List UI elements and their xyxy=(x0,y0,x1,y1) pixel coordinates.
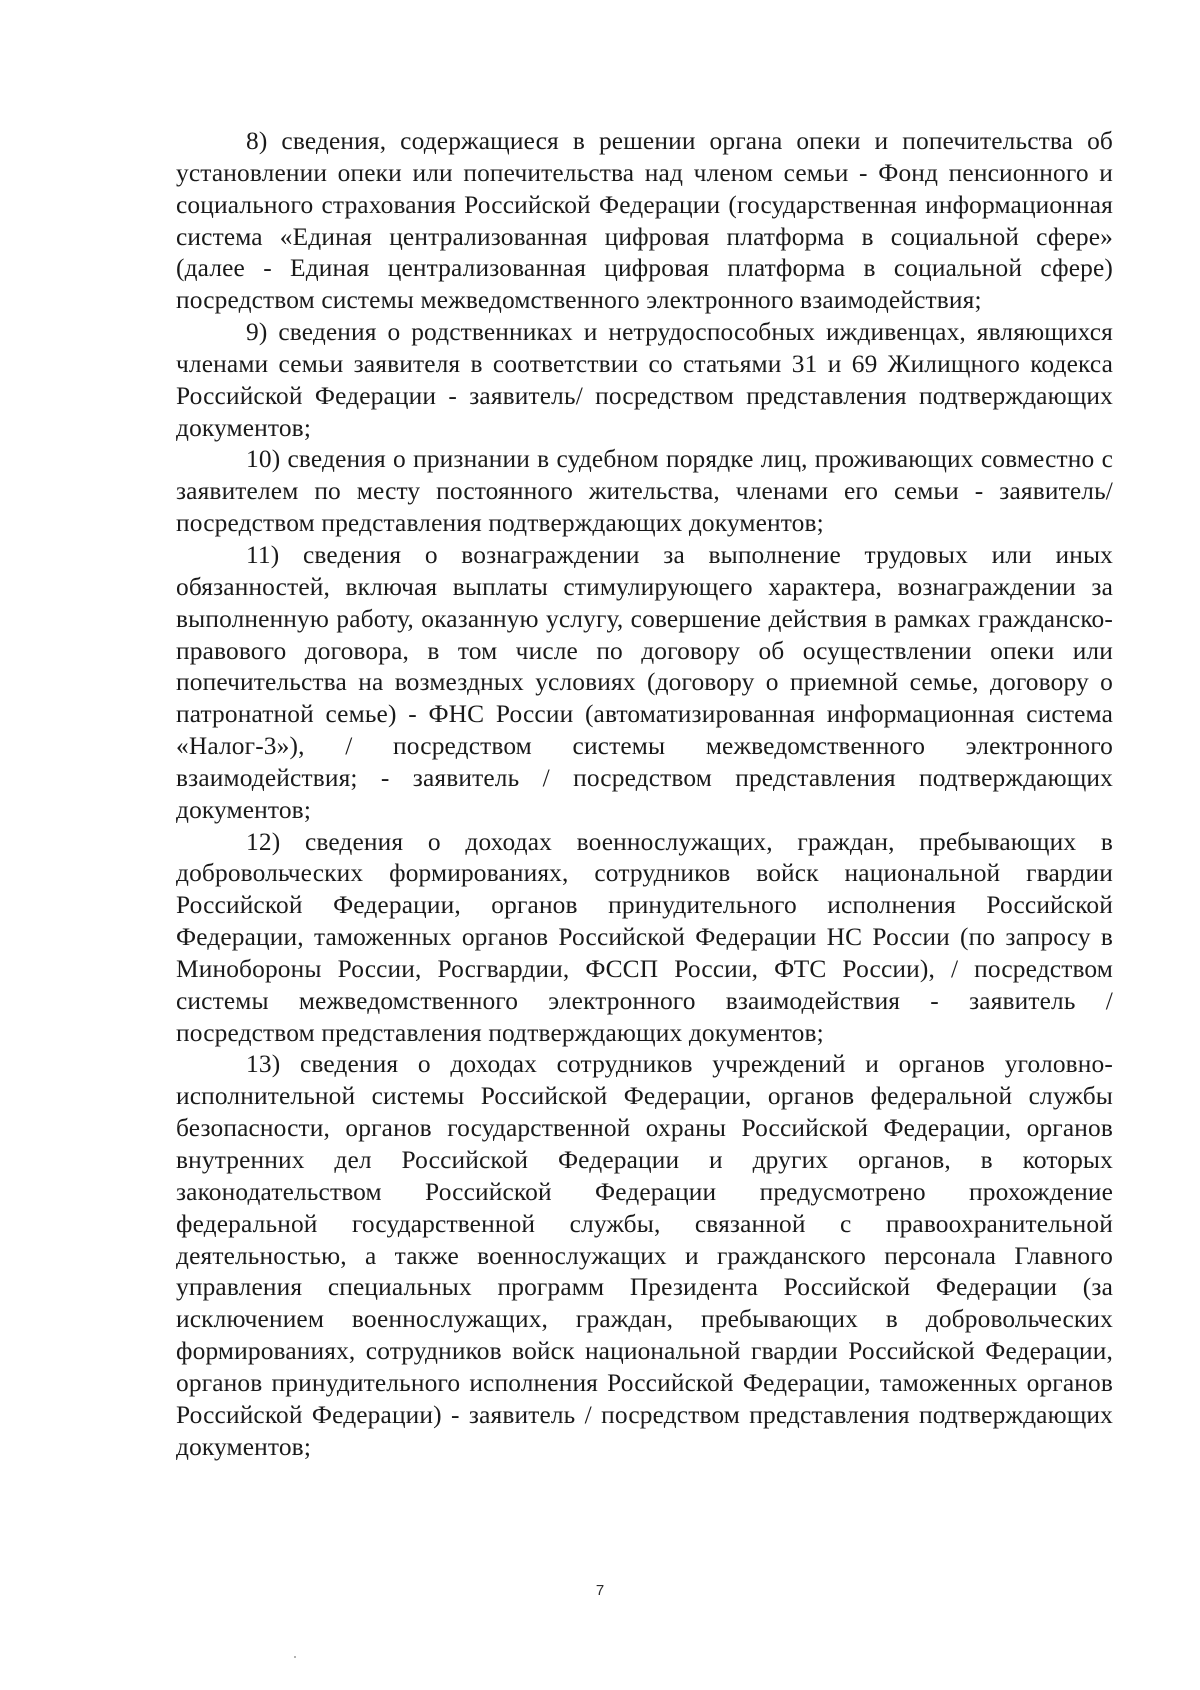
paragraph-item-13: 13) сведения о доходах сотрудников учреждений и органов уголовно-исполнительной системы Российской Федерации, органов федеральной службы безопасности, органов государственной охраны Российской Федерации, органов внутренних дел Российской Федерации и других органов, в которых законодательством Российской Федерации предусмотрено прохождение федеральной государственной службы, связанной с правоохранительной деятельностью, а также военнослужащих и гражданского персонала Главного управления специальных программ Президента Российской Федерации (за исключением военнослужащих, граждан, пребывающих в добровольческих формированиях, сотрудников войск национальной гвардии Российской Федерации, органов принудительного исполнения Российской Федерации, таможенных органов Российской Федерации) - заявитель / посредством представления подтверждающих документов; xyxy=(176,1050,1113,1461)
page-number: 7 xyxy=(595,1582,605,1599)
paragraph-item-8: 8) сведения, содержащиеся в решении органа опеки и попечительства об установлении опеки или попечительства над членом семьи - Фонд пенсионного и социального страхования Российской Федерации (государственная информационная система «Единая централизованная цифровая платформа в социальной сфере» (далее - Единая централизованная цифровая платформа в социальной сфере) посредством системы межведомственного электронного взаимодействия; xyxy=(176,127,1113,315)
document-body xyxy=(176,126,1113,1463)
paragraph-item-11: 11) сведения о вознаграждении за выполнение трудовых или иных обязанностей, включая выплаты стимулирующего характера, вознаграждении за выполненную работу, оказанную услугу, совершение действия в рамках гражданско-правового договора, в том числе по договору об осуществлении опеки или попечительства на возмездных условиях (договору о приемной семье, договору о патронатной семье) - ФНС России (автоматизированная информационная система «Налог-3»), / посредством системы межведомственного электронного взаимодействия; - заявитель / посредством представления подтверждающих документов; xyxy=(176,540,1113,824)
paragraph-item-10: 10) сведения о признании в судебном порядке лиц, проживающих совместно с заявителем по месту постоянного жительства, членами его семьи - заявитель/ посредством представления подтверждающих документов; xyxy=(176,445,1113,538)
paragraph-item-9: 9) сведения о родственниках и нетрудоспособных иждивенцах, являющихся членами семьи заявителя в соответствии со статьями 31 и 69 Жилищного кодекса Российской Федерации - заявитель/ посредством представления подтверждающих документов; xyxy=(176,318,1113,442)
scan-speck xyxy=(294,1656,296,1658)
paragraph-item-12: 12) сведения о доходах военнослужащих, граждан, пребывающих в добровольческих формированиях, сотрудников войск национальной гвардии Российской Федерации, органов принудительного исполнения Российской Федерации, таможенных органов Российской Федерации НС России (по запросу в Минобороны России, Росгвардии, ФССП России, ФТС России), / посредством системы межведомственного электронного взаимодействия - заявитель / посредством представления подтверждающих документов; xyxy=(176,827,1113,1047)
